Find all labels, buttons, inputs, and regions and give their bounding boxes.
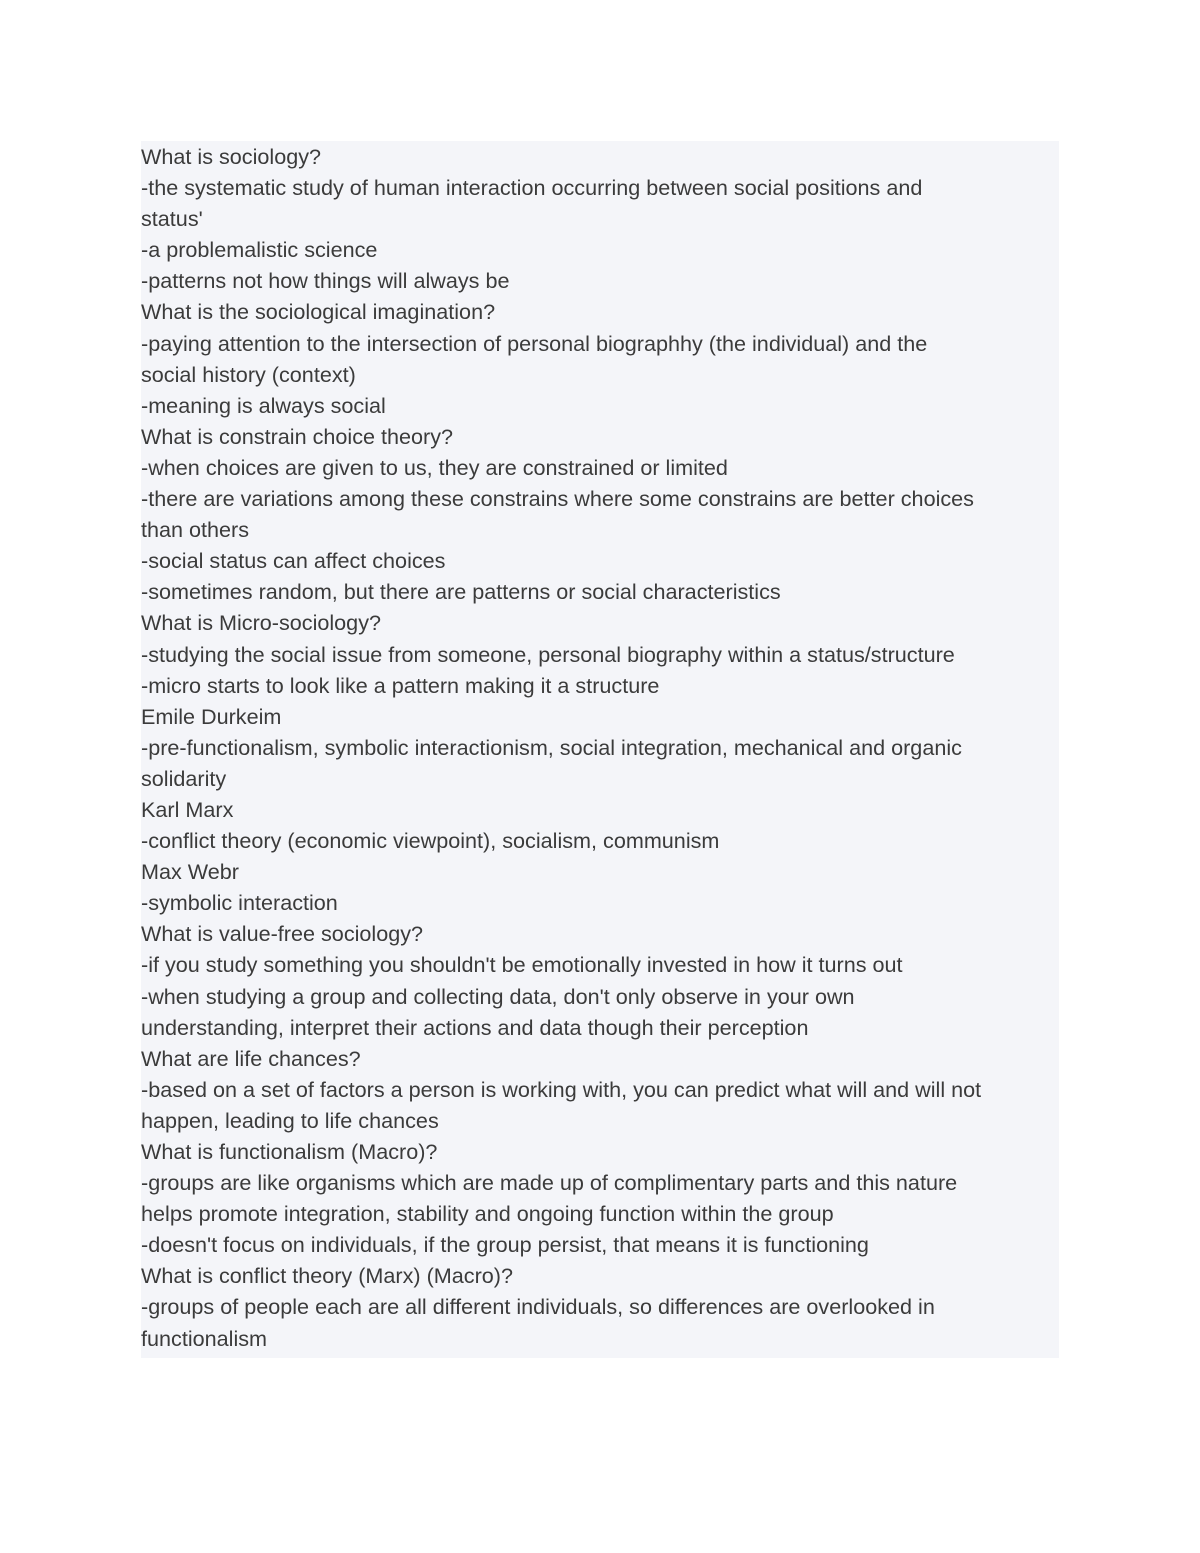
text-line: What are life chances? xyxy=(141,1045,361,1071)
text-line: -studying the social issue from someone, personal biography within a status/structure xyxy=(141,641,955,667)
text-line: functionalism xyxy=(141,1325,268,1351)
text-line: -the systematic study of human interaction occurring between social positions and xyxy=(141,175,923,201)
text-line: -conflict theory (economic viewpoint), socialism, communism xyxy=(141,828,720,854)
text-line: -a problemalistic science xyxy=(141,237,378,263)
text-line: -pre-functionalism, symbolic interactionism, social integration, mechanical and organic xyxy=(141,734,962,760)
text-line: What is Micro-sociology? xyxy=(141,610,381,636)
text-line: understanding, interpret their actions and data though their perception xyxy=(141,1014,809,1040)
text-line: than others xyxy=(141,517,250,543)
text-line: -groups are like organisms which are made up of complimentary parts and this nature xyxy=(141,1170,958,1196)
text-line: -sometimes random, but there are patterns or social characteristics xyxy=(141,579,781,605)
text-line: Karl Marx xyxy=(141,796,234,822)
text-line: -if you study something you shouldn't be emotionally invested in how it turns out xyxy=(141,952,903,978)
text-line: -social status can affect choices xyxy=(141,548,446,574)
text-line: status' xyxy=(141,206,203,232)
text-line: -doesn't focus on individuals, if the group persist, that means it is functioning xyxy=(141,1232,869,1258)
text-line: helps promote integration, stability and ongoing function within the group xyxy=(141,1201,834,1227)
text-line: What is constrain choice theory? xyxy=(141,423,454,449)
text-line: -patterns not how things will always be xyxy=(141,268,510,294)
text-line: -there are variations among these constrains where some constrains are better choices xyxy=(141,486,974,512)
text-line: -groups of people each are all different individuals, so differences are overlooked in xyxy=(141,1294,935,1320)
text-line: -when studying a group and collecting data, don't only observe in your own xyxy=(141,983,855,1009)
text-line: social history (context) xyxy=(141,361,356,387)
text-line: -meaning is always social xyxy=(141,392,386,418)
text-line: -when choices are given to us, they are constrained or limited xyxy=(141,454,728,480)
text-line: What is functionalism (Macro)? xyxy=(141,1139,438,1164)
text-line: What is value-free sociology? xyxy=(141,921,424,947)
text-line: happen, leading to life chances xyxy=(141,1107,439,1133)
text-line: -symbolic interaction xyxy=(141,890,338,916)
text-line: Emile Durkeim xyxy=(141,703,282,729)
text-line: What is sociology? xyxy=(141,144,322,169)
text-line: -paying attention to the intersection of personal biographhy (the individual) and the xyxy=(141,330,928,356)
text-line: What is conflict theory (Marx) (Macro)? xyxy=(141,1263,513,1289)
notes-text-block xyxy=(141,141,1059,1358)
text-line: -micro starts to look like a pattern making it a structure xyxy=(141,672,660,698)
text-line: solidarity xyxy=(141,765,227,791)
text-line: What is the sociological imagination? xyxy=(141,299,496,325)
text-line: Max Webr xyxy=(141,859,239,885)
text-line: -based on a set of factors a person is working with, you can predict what will and will not xyxy=(141,1076,982,1102)
